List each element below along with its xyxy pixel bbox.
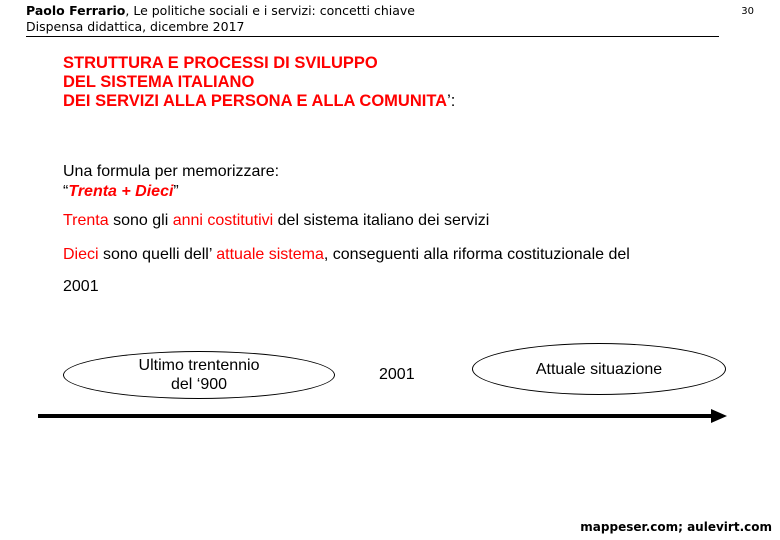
- header-title: , Le politiche sociali e i servizi: concetti chiave: [125, 3, 416, 18]
- header-author: Paolo Ferrario: [26, 3, 126, 18]
- header-divider: [26, 36, 719, 37]
- timeline-year: 2001: [379, 366, 415, 383]
- slide-title-line-2: DEL SISTEMA ITALIANO: [63, 73, 255, 91]
- dieci-text-2: , conseguenti alla riforma costituzionale del: [323, 246, 630, 263]
- trenta-highlight: anni costitutivi: [172, 212, 274, 229]
- formula-open-quote: “: [63, 183, 69, 200]
- dieci-word: Dieci: [63, 246, 99, 263]
- formula-close-quote: ”: [173, 183, 179, 200]
- slide-title: [63, 54, 455, 111]
- trenta-word: Trenta: [63, 212, 109, 229]
- memo-block: [63, 162, 279, 202]
- slide-title-line-1: STRUTTURA E PROCESSI DI SVILUPPO: [63, 54, 378, 72]
- timeline-past-label: [139, 356, 260, 394]
- timeline-ellipse-present: [472, 343, 726, 395]
- timeline-arrow-head: [711, 409, 727, 423]
- memo-intro: Una formula per memorizzare:: [63, 163, 280, 180]
- header-line-1: [26, 3, 726, 19]
- page-number: 30: [741, 6, 754, 17]
- timeline-past-label-line-2: del ‘900: [170, 376, 228, 393]
- timeline-arrow-line: [38, 414, 713, 418]
- slide-title-line-3-text: DEI SERVIZI ALLA PERSONA E ALLA COMUNITA: [63, 92, 448, 110]
- body-line-dieci: [63, 245, 630, 265]
- header-subtitle: Dispensa didattica, dicembre 2017: [26, 19, 245, 34]
- trenta-text-1: sono gli: [108, 212, 173, 229]
- footer-sites: mappeser.com; aulevirt.com: [580, 520, 772, 534]
- timeline-past-label-line-1: Ultimo trentennio: [138, 357, 260, 374]
- slide-title-suffix: ’:: [447, 92, 456, 110]
- memo-formula-line: [63, 182, 279, 202]
- dieci-text-1: sono quelli dell’: [98, 246, 217, 263]
- body-line-trenta: [63, 211, 489, 231]
- timeline-ellipse-past: [63, 351, 335, 399]
- timeline-present-label: Attuale situazione: [535, 360, 663, 378]
- trenta-text-2: del sistema italiano dei servizi: [273, 212, 490, 229]
- document-header: [26, 3, 726, 35]
- dieci-highlight: attuale sistema: [216, 246, 324, 263]
- slide-title-line-3: [63, 92, 455, 111]
- memo-formula: Trenta + Dieci: [68, 183, 174, 200]
- body-line-year: 2001: [63, 278, 99, 295]
